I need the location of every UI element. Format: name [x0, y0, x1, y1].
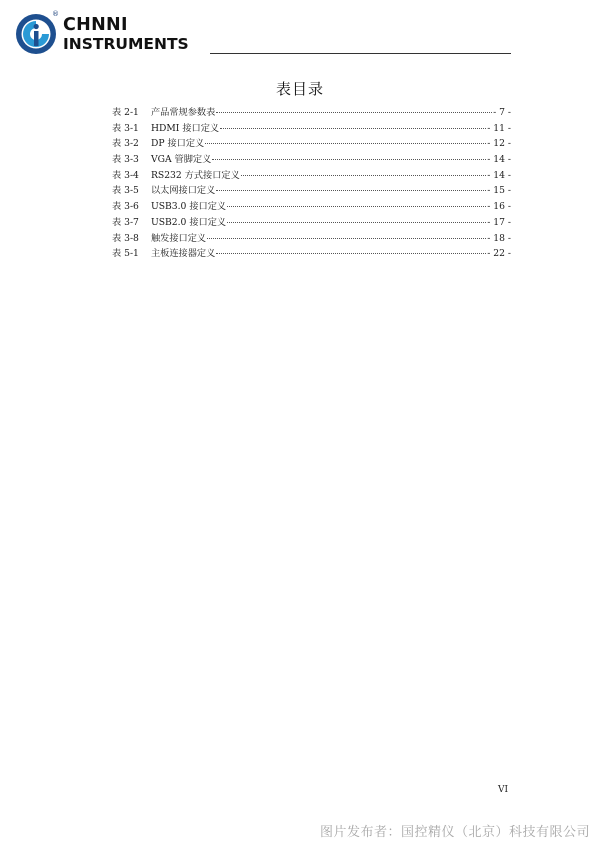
toc-entry-number: 表 3-3	[112, 154, 139, 166]
toc-dot-leader	[216, 112, 492, 113]
toc-entry-page: - 7 -	[493, 107, 511, 118]
toc-dot-leader	[227, 206, 486, 207]
publisher-watermark: 图片发布者：国控精仪（北京）科技有限公司	[319, 825, 590, 840]
toc-title: 表目录	[275, 80, 324, 98]
toc-entry[interactable]	[112, 183, 511, 199]
toc-entry[interactable]	[112, 168, 511, 184]
toc-entry-page: - 12 -	[487, 138, 511, 150]
company-logo	[14, 10, 214, 58]
toc-entry-number: 表 2-1	[112, 107, 139, 118]
registered-mark: ®	[52, 10, 59, 18]
chnni-logo-icon	[14, 12, 58, 56]
table-of-tables	[112, 105, 511, 262]
toc-dot-leader	[207, 238, 486, 239]
toc-dot-leader	[216, 190, 486, 191]
toc-entry-label: USB2.0 接口定义	[151, 216, 227, 228]
brand-name: CHNNI	[63, 15, 128, 35]
toc-entry-label: USB3.0 接口定义	[151, 201, 227, 213]
toc-entry-label: 以太网接口定义	[151, 185, 216, 197]
toc-dot-leader	[216, 253, 486, 254]
toc-entry[interactable]	[112, 152, 511, 168]
toc-entry-label: 主板连接器定义	[151, 248, 216, 260]
toc-entry-number: 表 3-8	[112, 232, 139, 244]
page-number: VI	[498, 785, 509, 795]
toc-dot-leader	[241, 175, 486, 176]
toc-dot-leader	[205, 143, 486, 144]
toc-entry-page: - 14 -	[487, 169, 511, 181]
toc-entry-page: - 14 -	[487, 154, 511, 166]
toc-entry-number: 表 3-1	[112, 122, 139, 134]
toc-entry-label: VGA 管脚定义	[151, 154, 212, 166]
toc-entry-label: DP 接口定义	[151, 138, 205, 150]
toc-dot-leader	[220, 128, 486, 129]
toc-entry-number: 表 3-6	[112, 201, 139, 213]
toc-entry-page: - 22 -	[487, 248, 511, 260]
toc-entry-label: 产品常规参数表	[151, 107, 216, 118]
toc-entry-label: RS232 方式接口定义	[151, 169, 240, 181]
toc-entry[interactable]	[112, 105, 511, 121]
header-divider	[210, 53, 511, 54]
brand-subtitle: INSTRUMENTS	[63, 35, 189, 53]
toc-entry-page: - 18 -	[487, 232, 511, 244]
toc-entry[interactable]	[112, 231, 511, 247]
toc-entry-number: 表 3-2	[112, 138, 139, 150]
toc-entry[interactable]	[112, 215, 511, 231]
toc-entry-number: 表 3-4	[112, 169, 139, 181]
toc-entry-number: 表 5-1	[112, 248, 139, 260]
toc-entry[interactable]	[112, 199, 511, 215]
toc-entry-label: HDMI 接口定义	[151, 122, 220, 134]
toc-entry-page: - 16 -	[487, 201, 511, 213]
toc-entry-page: - 15 -	[487, 185, 511, 197]
toc-entry-number: 表 3-7	[112, 216, 139, 228]
toc-entry-label: 触发接口定义	[151, 232, 207, 244]
toc-dot-leader	[212, 159, 486, 160]
toc-entry-page: - 17 -	[487, 216, 511, 228]
toc-entry-number: 表 3-5	[112, 185, 139, 197]
toc-entry-page: - 11 -	[487, 122, 511, 134]
toc-entry[interactable]	[112, 246, 511, 262]
toc-dot-leader	[227, 222, 486, 223]
toc-entry[interactable]	[112, 121, 511, 137]
toc-entry[interactable]	[112, 136, 511, 152]
